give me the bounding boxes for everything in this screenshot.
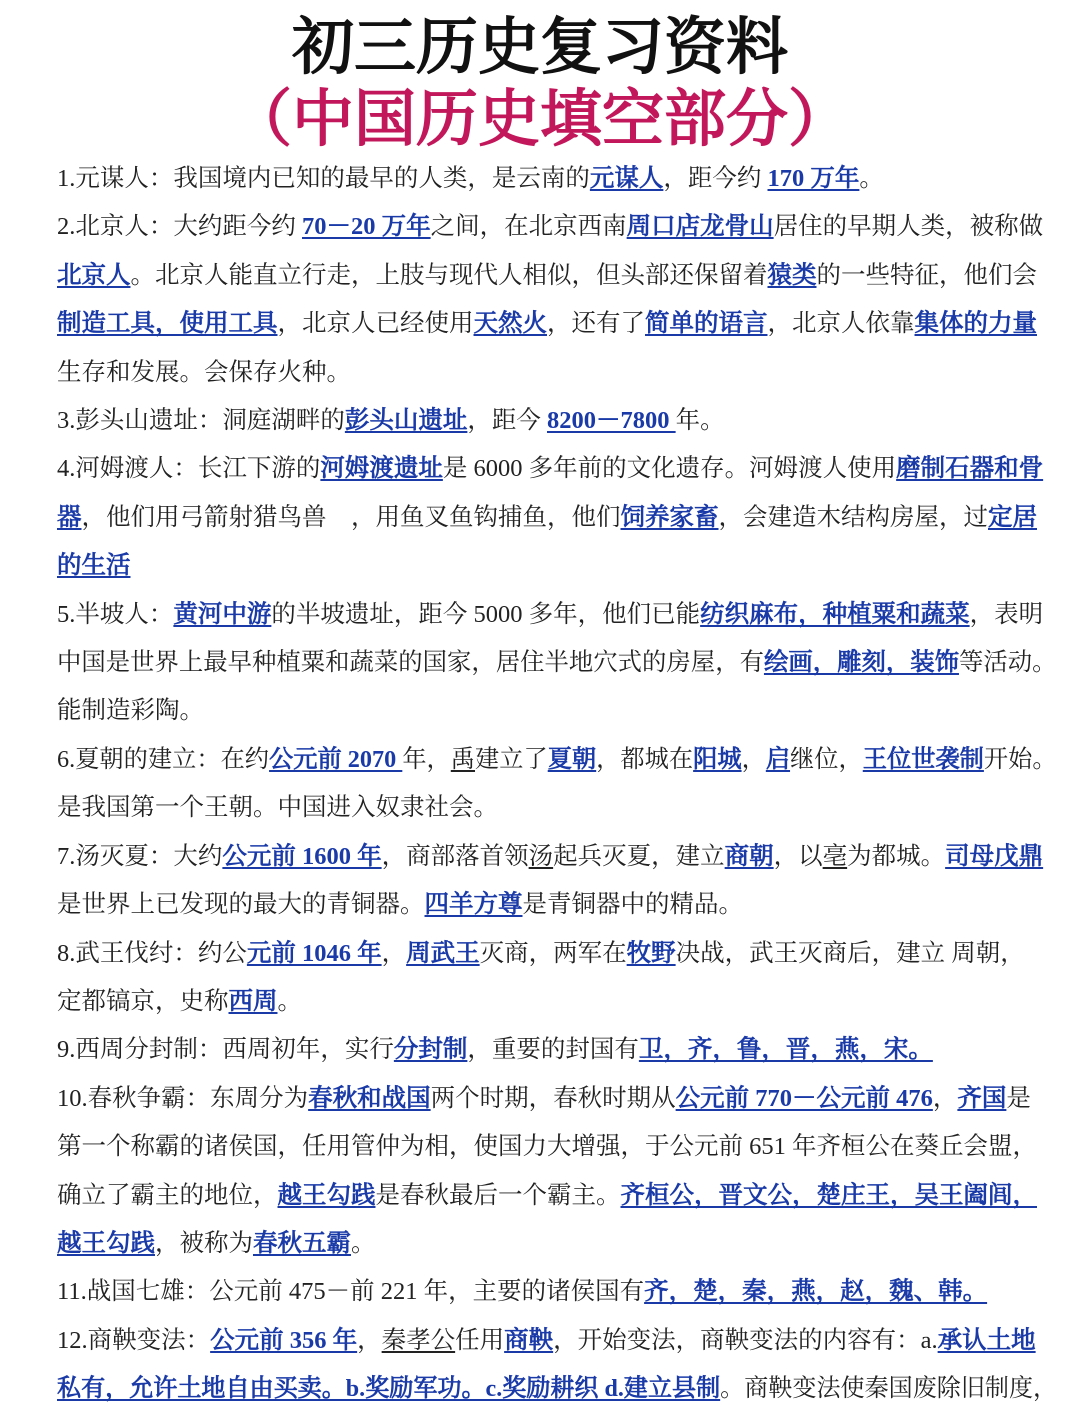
answer-text: 天然火 [473,310,547,338]
plain-text: 6.夏朝的建立：在约 [57,745,270,773]
text-line [57,881,1057,929]
answer-text: 的生活 [57,552,131,580]
plain-text: 的一些特征，他们会 [816,261,1037,289]
plain-text: 居住的早期人类，被称做 [773,213,1044,241]
answer-text: 私有，允许土地自由买卖。b.奖励军功。c.奖励耕织 d.建立县制 [57,1375,721,1403]
answer-text: 王位世袭制 [862,745,984,773]
plain-text: 。商鞅变法使秦国废除旧制度， [720,1375,1058,1403]
text-line [57,1268,1057,1316]
plain-text: 开始。 [983,745,1057,773]
plain-text: ，距今约 [663,165,768,192]
plain-text: 。 [859,165,884,192]
plain-text: ，开始变法，商鞅变法的内容有：a. [553,1326,938,1354]
plain-text: 为都城。 [847,842,946,870]
text-line [57,639,1057,687]
text-line [57,494,1057,542]
plain-text: 。北京人能直立行走，上肢与现代人相似，但头部还保留着 [130,261,768,289]
plain-text: ， [741,745,766,773]
plain-text: 建立了 [475,745,548,773]
answer-text: 卫，齐，鲁，晋，燕，宋。 [638,1036,933,1064]
plain-text: 两个时期，春秋时期从 [430,1084,676,1112]
plain-text: ， [357,1326,382,1354]
plain-text: 之间，在北京西南 [430,213,627,241]
text-line [57,1220,1057,1268]
text-line [57,203,1057,251]
page-subtitle: （中国历史填空部分） [229,82,850,155]
review-content [57,155,1057,1414]
plain-text: 3.彭头山遗址：洞庭湖畔的 [57,407,345,435]
answer-text: 元前 1046 年 [246,939,382,967]
plain-text: ，被称为 [155,1229,253,1257]
answer-text: 承认土地 [937,1326,1036,1354]
plain-text: ，北京人已经使用 [277,310,474,338]
plain-text: 等活动。 [958,649,1057,677]
answer-text: 制造工具，使用工具 [57,310,278,338]
plain-text: ，距今 [467,407,547,435]
answer-text: 齐桓公，晋文公，楚庄王，吴王阖闾， [620,1181,1037,1209]
page-title: 初三历史复习资料 [291,10,788,83]
plain-text: ， [932,1084,958,1112]
text-line [57,542,1057,590]
text-line [57,349,1057,397]
answer-text: 齐国 [957,1084,1007,1112]
text-line [57,397,1057,445]
answer-text: 公元前 770－公元前 476 [675,1084,933,1112]
plain-text: 是 6000 多年前的文化遗存。河姆渡人使用 [442,455,897,483]
text-line [57,1365,1058,1413]
plain-text: 4.河姆渡人：长江下游的 [57,455,321,483]
plain-text: 能制造彩陶。 [57,697,204,725]
plain-text: 年， [402,745,451,773]
answer-text: 简单的语言 [645,310,768,338]
plain-text: 7.汤灭夏：大约 [57,842,223,870]
answer-text: 公元前 1600 年 [222,842,382,870]
plain-text: 12.商鞅变法： [57,1326,211,1354]
underlined-text: 秦孝公 [381,1326,456,1354]
answer-text: 彭头山遗址 [344,407,468,435]
answer-text: 越王勾践 [277,1181,376,1209]
answer-text: 猿类 [767,261,817,289]
text-line [57,252,1057,300]
answer-text: 牧野 [626,939,676,967]
answer-text: 纺织麻布，种植粟和蔬菜 [700,600,970,628]
plain-text: 是世界上已发现的最大的青铜器。 [57,891,425,919]
answer-text: 周武王 [406,939,480,967]
text-line [57,155,1057,203]
plain-text: 任用 [455,1326,505,1354]
plain-text: 的半坡遗址，距今 5000 多年，他们已能 [271,600,701,628]
text-line [57,300,1057,348]
answer-text: 170 万年 [767,165,860,192]
answer-text: 夏朝 [547,745,597,773]
plain-text: 。 [277,987,302,1015]
plain-text: 1.元谋人：我国境内已知的最早的人类，是云南的 [57,165,590,192]
plain-text: 是我国第一个王朝。中国进入奴隶社会。 [57,794,498,822]
answer-text: 河姆渡遗址 [320,455,443,483]
text-line [57,978,1057,1026]
answer-text: 商鞅 [504,1326,554,1354]
plain-text: 确立了霸主的地位， [57,1181,278,1209]
answer-text: 司母戊鼎 [945,842,1044,870]
plain-text: 灭商，两军在 [479,939,627,967]
plain-text: 决战，武王灭商后，建立 周朝， [675,939,1025,967]
plain-text: ，商部落首领 [381,842,529,870]
answer-text: 黄河中游 [173,600,272,628]
answer-text: 四羊方尊 [424,891,523,919]
answer-text: 磨制石器和骨 [896,455,1044,483]
text-line [57,687,1057,735]
text-line [57,736,1057,784]
plain-text: 定都镐京，史称 [57,987,229,1015]
answer-text: 阳城 [693,745,742,773]
underlined-text: 汤 [528,842,554,870]
plain-text: 第一个称霸的诸侯国，任用管仲为相，使国力大增强，于公元前 651 年齐桓公在葵丘会盟， [57,1133,1037,1161]
plain-text: ，都城在 [596,745,694,773]
plain-text: 中国是世界上最早种植粟和蔬菜的国家，居住半地穴式的房屋，有 [57,649,764,677]
answer-text: 越王勾践 [57,1229,155,1257]
answer-text: 春秋五霸 [253,1229,351,1257]
plain-text: 5.半坡人： [57,600,174,628]
answer-text: 元谋人 [589,165,664,192]
answer-text: 北京人 [57,261,131,289]
underlined-text: 亳 [822,842,848,870]
answer-text: 启 [765,745,791,773]
answer-text: 70－20 万年 [302,213,431,241]
plain-text: 2.北京人：大约距今约 [57,213,302,241]
text-line [57,1172,1057,1220]
plain-text: 继位， [790,745,863,773]
plain-text: ， [381,939,407,967]
plain-text: ，以 [773,842,823,870]
plain-text: 8.武王伐纣：约公 [57,939,247,967]
answer-text: 8200－7800 [547,407,676,435]
text-line [57,1026,1057,1074]
text-line [57,930,1057,978]
answer-text: 绘画，雕刻，装饰 [763,649,959,677]
plain-text: 是 [1006,1084,1031,1112]
answer-text: 商朝 [724,842,774,870]
answer-text: 齐，楚，秦，燕，赵，魏、韩。 [644,1278,988,1306]
text-line [57,1317,1057,1365]
plain-text: ，还有了 [547,310,645,338]
answer-text: 定居 [988,503,1037,531]
plain-text: 9.西周分封制：西周初年，实行 [57,1036,394,1064]
underlined-text: 禹 [450,745,476,773]
plain-text: ，会建造木结构房屋，过 [718,503,988,531]
answer-text: 集体的力量 [914,310,1037,338]
plain-text: 10.春秋争霸：东周分为 [57,1084,309,1112]
text-line [57,833,1057,881]
plain-text: ，他们用弓箭射猎鸟兽 ，用鱼叉鱼钩捕鱼，他们 [81,503,621,531]
plain-text: 生存和发展。会保存火种。 [57,358,351,386]
text-line [57,1123,1057,1171]
text-line [57,445,1057,493]
answer-text: 周口店龙骨山 [626,213,774,241]
plain-text: 年。 [675,407,725,435]
answer-text: 器 [57,503,82,531]
plain-text: ，北京人依靠 [767,310,915,338]
plain-text: 是春秋最后一个霸主。 [375,1181,621,1209]
plain-text: 是青铜器中的精品。 [522,891,743,919]
answer-text: 春秋和战国 [308,1084,431,1112]
plain-text: ，重要的封国有 [467,1036,639,1064]
answer-text: 公元前 356 年 [210,1326,358,1354]
answer-text: 西周 [228,987,278,1015]
plain-text: 。 [351,1229,376,1257]
text-line [57,591,1057,639]
plain-text: ，表明 [969,600,1044,628]
text-line [57,1075,1057,1123]
answer-text: 饲养家畜 [620,503,719,531]
text-line [57,784,1057,832]
plain-text: 起兵灭夏，建立 [553,842,725,870]
answer-text: 公元前 2070 [269,745,403,773]
plain-text: 11.战国七雄：公元前 475－前 221 年，主要的诸侯国有 [57,1278,645,1306]
answer-text: 分封制 [393,1036,468,1064]
